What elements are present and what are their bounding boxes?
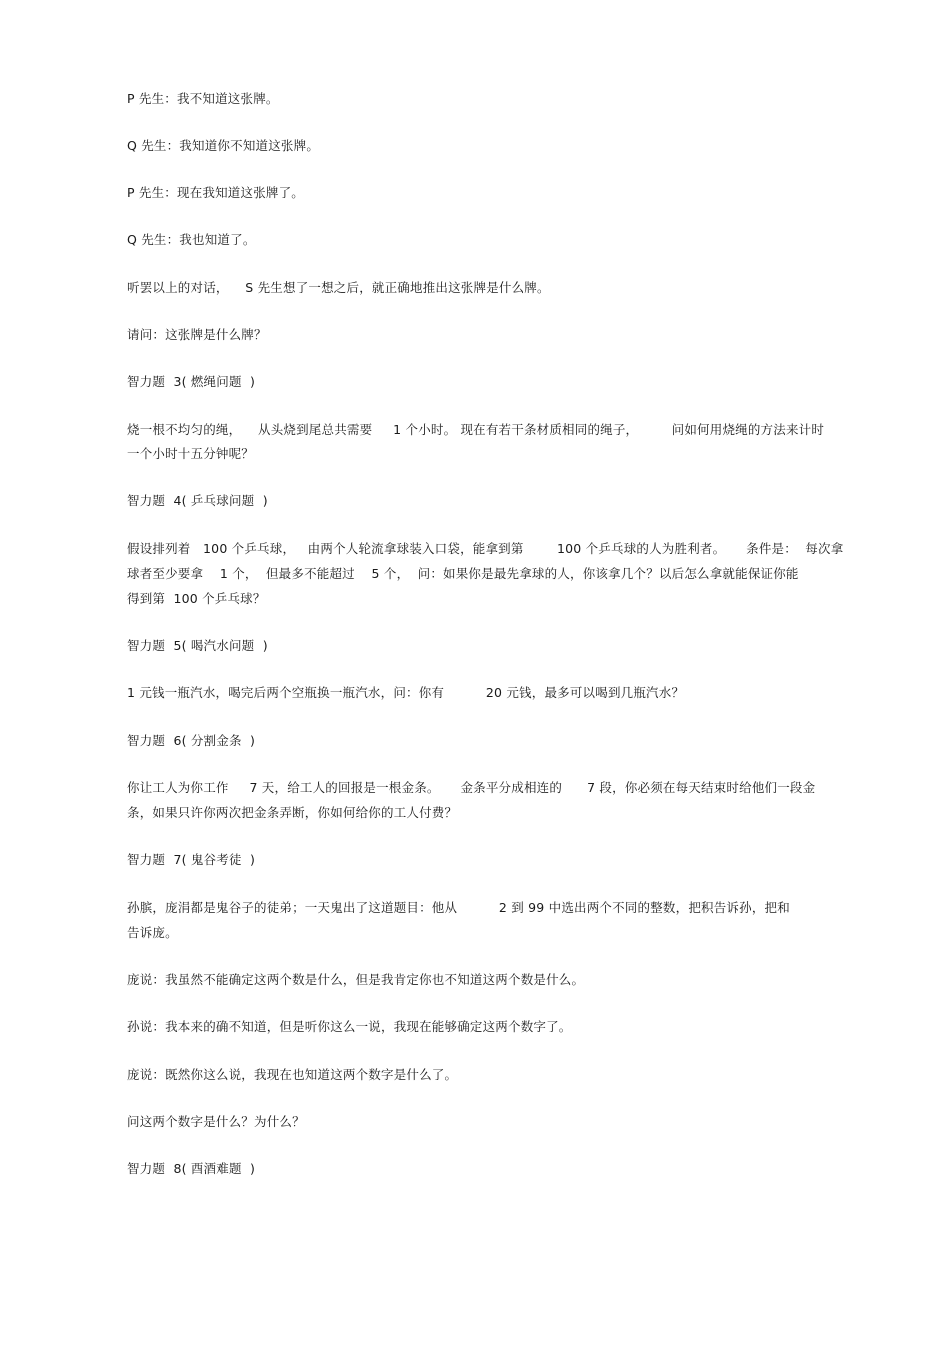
puzzle-4-body-line-1: 假设排列着 100 个乒乓球， 由两个人轮流拿球装入口袋，能拿到第 100 个乒乓球的人为胜利者。 条件是： 每次拿	[127, 541, 844, 556]
puzzle-7-body-line-2: 告诉庞。	[127, 925, 178, 940]
conclusion-paragraph: 听罢以上的对话， S 先生想了一想之后，就正确地推出这张牌是什么牌。	[127, 280, 550, 295]
dialogue-q-1: Q 先生：我知道你不知道这张牌。	[127, 138, 320, 153]
pang-statement-1: 庞说：我虽然不能确定这两个数是什么，但是我肯定你也不知道这两个数是什么。	[127, 972, 585, 987]
puzzle-3-heading: 智力题 3( 燃绳问题 )	[127, 374, 256, 389]
question-line: 请问：这张牌是什么牌？	[127, 327, 267, 342]
puzzle-5-body: 1 元钱一瓶汽水，喝完后两个空瓶换一瓶汽水，问：你有 20 元钱，最多可以喝到几瓶汽水？	[127, 685, 685, 700]
puzzle-8-heading: 智力题 8( 酉酒难题 )	[127, 1161, 256, 1176]
pang-statement-2: 庞说：既然你这么说，我现在也知道这两个数字是什么了。	[127, 1067, 458, 1082]
puzzle-3-body-line-1: 烧一根不均匀的绳， 从头烧到尾总共需要 1 个小时。 现在有若干条材质相同的绳子， 问如何用烧绳的方法来计时	[127, 422, 825, 437]
puzzle-4-heading: 智力题 4( 乒乓球问题 )	[127, 493, 268, 508]
puzzle-7-body-line-1: 孙膑，庞涓都是鬼谷子的徒弟；一天鬼出了这道题目：他从 2 到 99 中选出两个不同的整数，把积告诉孙，把和	[127, 900, 790, 915]
puzzle-6-heading: 智力题 6( 分割金条 )	[127, 733, 256, 748]
puzzle-6-body-line-1: 你让工人为你工作 7 天，给工人的回报是一根金条。 金条平分成相连的 7 段，你必须在每天结束时给他们一段金	[127, 780, 816, 795]
puzzle-6-body-line-2: 条，如果只许你两次把金条弄断，你如何给你的工人付费？	[127, 805, 458, 820]
puzzle-5-heading: 智力题 5( 喝汽水问题 )	[127, 638, 268, 653]
dialogue-q-2: Q 先生：我也知道了。	[127, 232, 256, 247]
dialogue-p-1: P 先生：我不知道这张牌。	[127, 91, 279, 106]
dialogue-p-2: P 先生：现在我知道这张牌了。	[127, 185, 305, 200]
puzzle-4-body-line-2: 球者至少要拿 1 个， 但最多不能超过 5 个， 问：如果你是最先拿球的人，你该拿几个？以后怎么拿就能保证你能	[127, 566, 799, 581]
puzzle-4-body-line-3: 得到第 100 个乒乓球？	[127, 591, 266, 606]
puzzle-3-body-line-2: 一个小时十五分钟呢？	[127, 446, 255, 461]
puzzle-7-heading: 智力题 7( 鬼谷考徒 )	[127, 852, 256, 867]
puzzle-7-question: 问这两个数字是什么？为什么？	[127, 1114, 305, 1129]
sun-statement: 孙说：我本来的确不知道，但是听你这么一说，我现在能够确定这两个数字了。	[127, 1019, 572, 1034]
